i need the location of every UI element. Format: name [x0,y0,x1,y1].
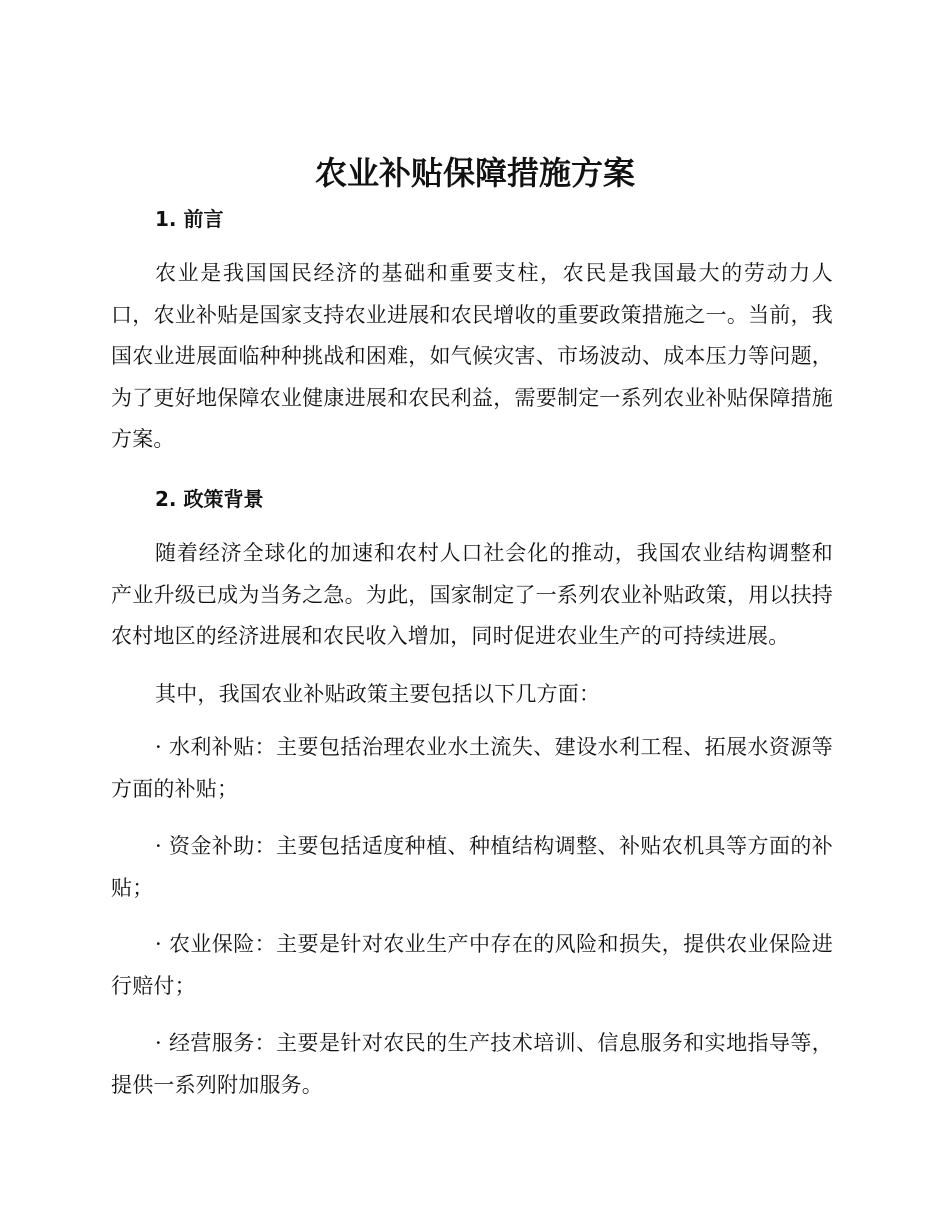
list-item-water-subsidy: · 水利补贴：主要包括治理农业水土流失、建设水利工程、拓展水资源等方面的补贴； [111,735,833,801]
document-title: 农业补贴保障措施方案 [314,154,635,192]
section-heading-preface: 1. 前言 [155,207,224,231]
paragraph-preface: 农业是我国国民经济的基础和重要支柱，农民是我国最大的劳动力人口，农业补贴是国家支持农业进展和农民增收的重要政策措施之一。当前，我国农业进展面临种种挑战和困难，如气候灾害、市场波动、成本压力等问题，为了更好地保障农业健康进展和农民利益，需要制定一系列农业补贴保障措施方案。 [111,261,833,451]
list-item-agricultural-insurance: · 农业保险：主要是针对农业生产中存在的风险和损失，提供农业保险进行赔付； [111,932,833,998]
paragraph-policy-intro: 其中，我国农业补贴政策主要包括以下几方面： [155,682,601,706]
section-heading-policy-background: 2. 政策背景 [155,487,264,511]
paragraph-policy-background: 随着经济全球化的加速和农村人口社会化的推动，我国农业结构调整和产业升级已成为当务之急。为此，国家制定了一系列农业补贴政策，用以扶持农村地区的经济进展和农民收入增加，同时促进农业生产的可持续进展。 [111,541,833,648]
list-item-fund-subsidy: · 资金补助：主要包括适度种植、种植结构调整、补贴农机具等方面的补贴； [111,834,833,900]
list-item-business-services: · 经营服务：主要是针对农民的生产技术培训、信息服务和实地指导等，提供一系列附加服务。 [111,1031,833,1097]
